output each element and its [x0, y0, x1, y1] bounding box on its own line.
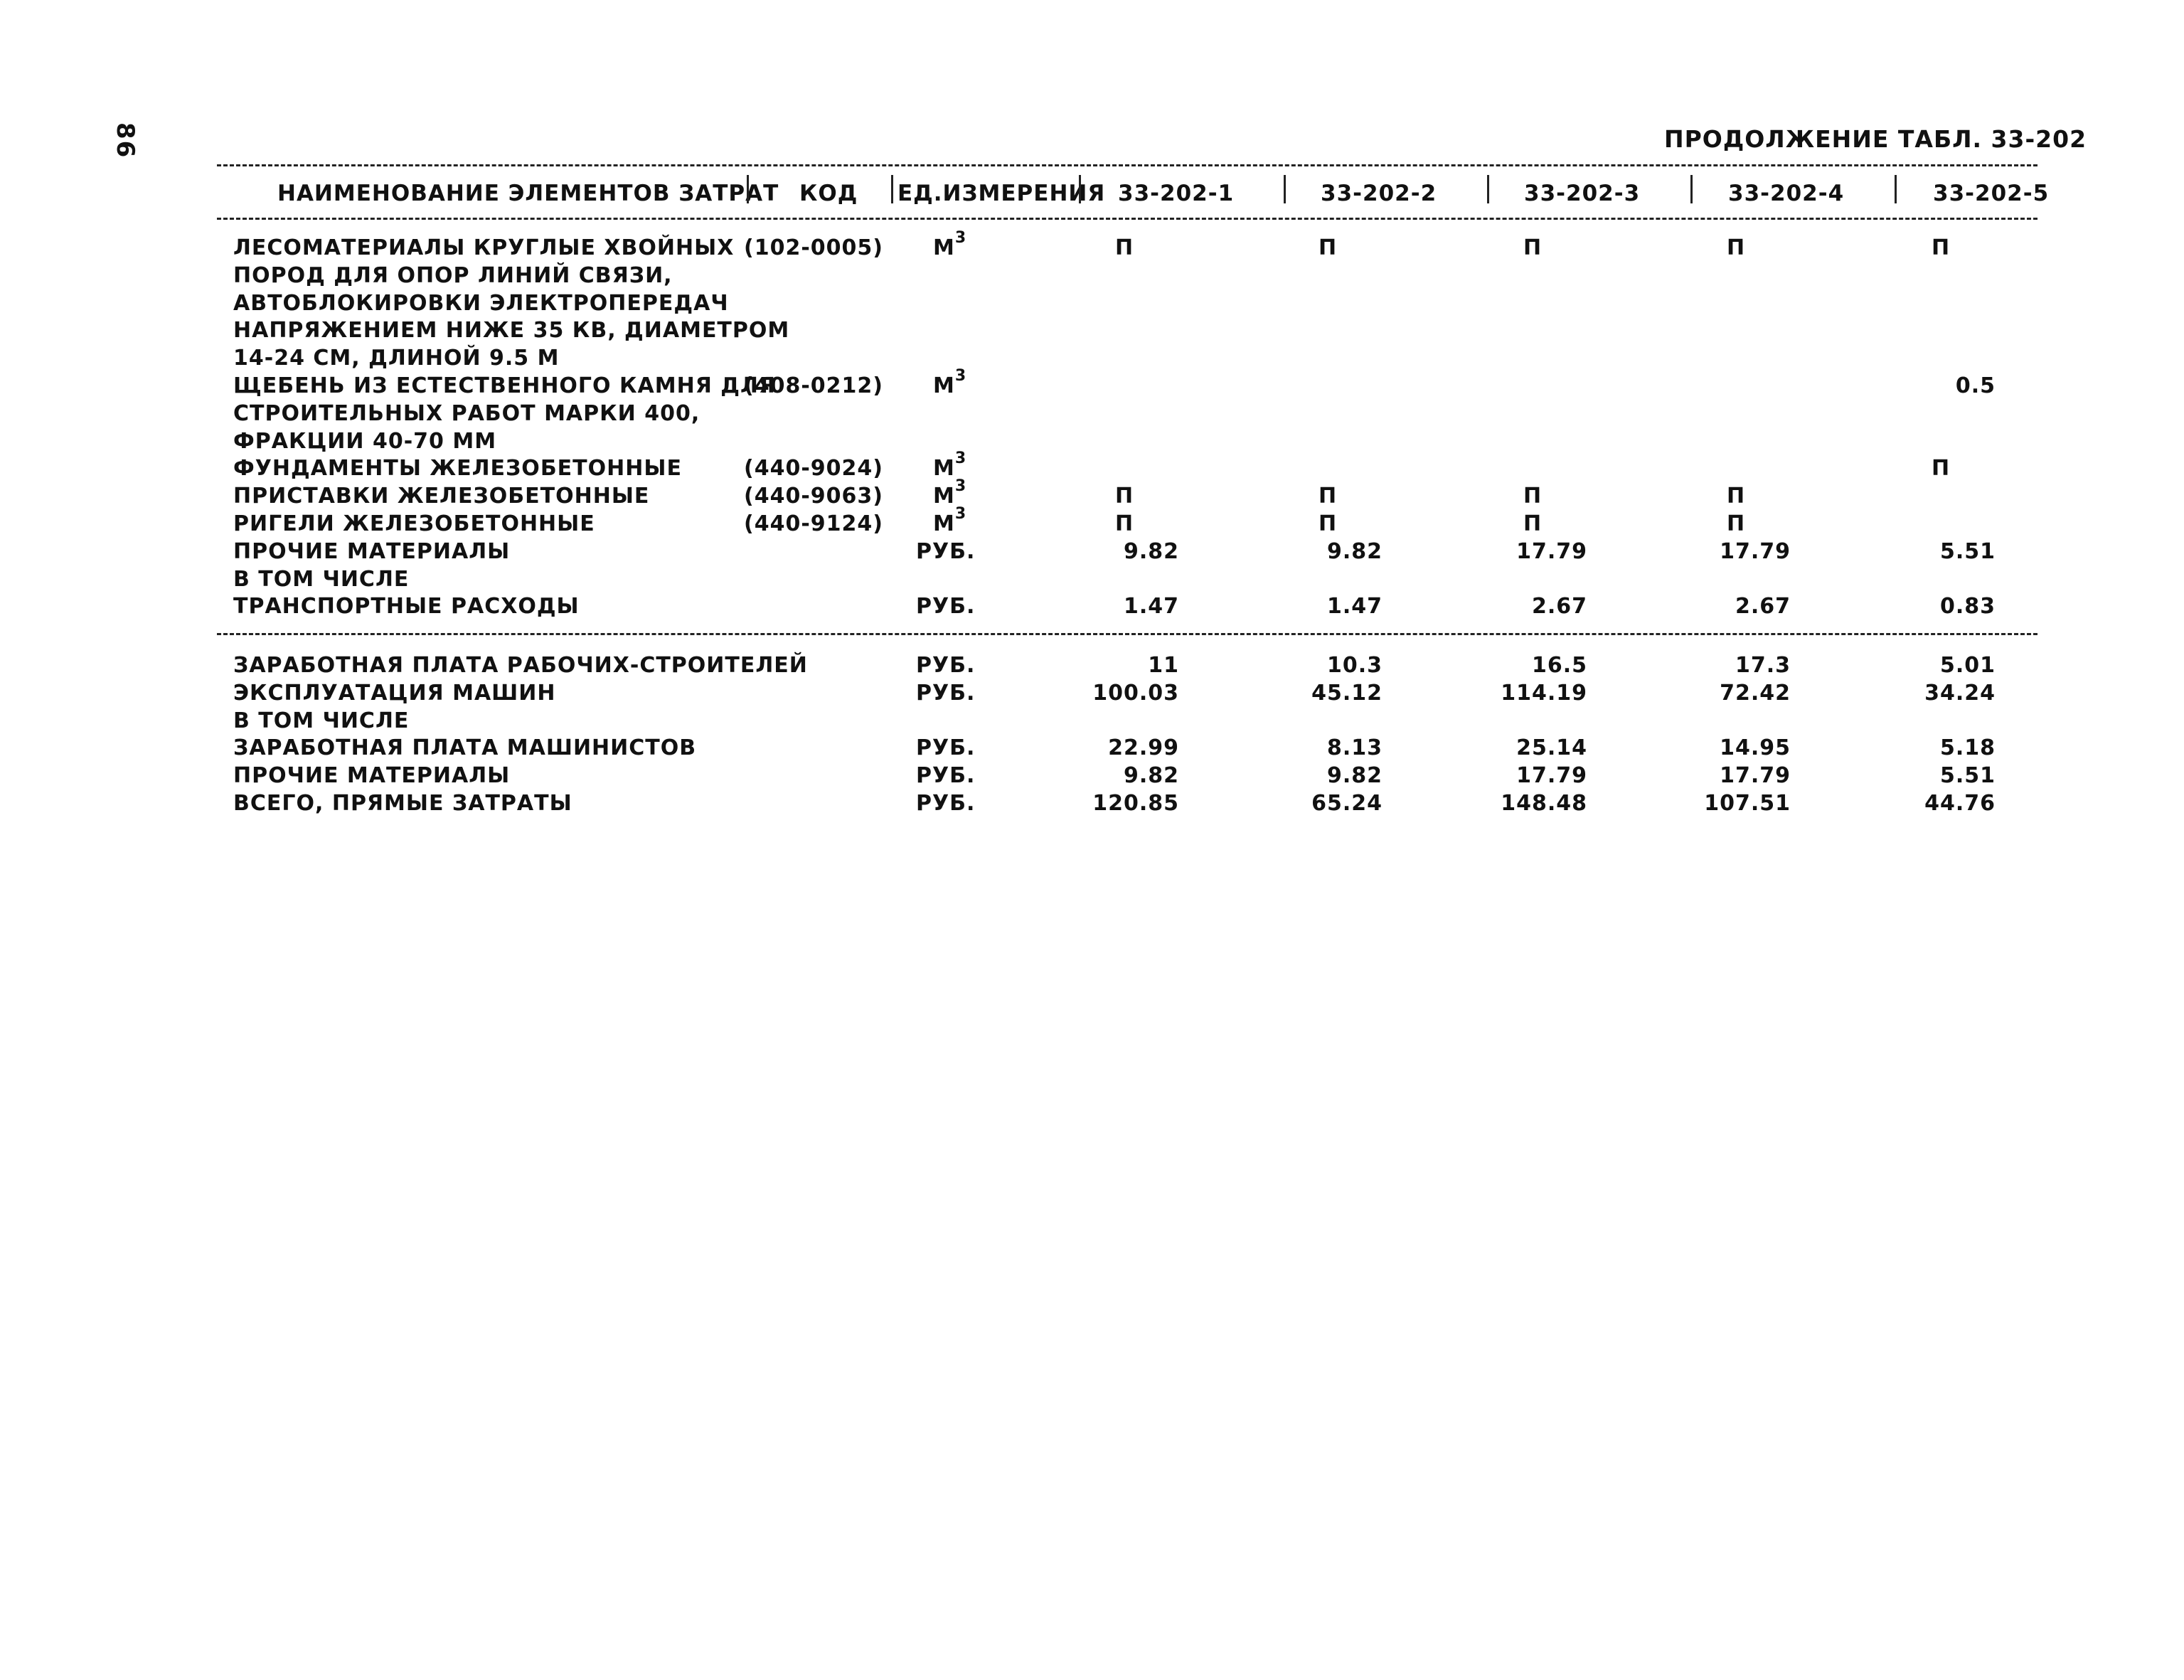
- summary-value-col-4: 107.51: [1704, 791, 1791, 816]
- material-name-line: АВТОБЛОКИРОВКИ ЭЛЕКТРОПЕРЕДАЧ: [233, 290, 729, 316]
- summary-unit: РУБ.: [916, 791, 976, 816]
- material-value-col-3: 2.67: [1531, 594, 1587, 620]
- material-name-line: В ТОМ ЧИСЛЕ: [233, 566, 410, 592]
- summary-unit: РУБ.: [916, 653, 976, 678]
- material-value-col-2: П: [1319, 511, 1338, 536]
- summary-value-col-2: 45.12: [1311, 680, 1383, 706]
- section-separator-rule: [217, 633, 2037, 635]
- material-name-line: ФУНДАМЕНТЫ ЖЕЛЕЗОБЕТОННЫЕ: [233, 456, 682, 482]
- material-code: (440-9063): [744, 484, 883, 509]
- material-name-line: 14-24 СМ, ДЛИНОЙ 9.5 М: [233, 346, 560, 371]
- summary-name: В ТОМ ЧИСЛЕ: [233, 708, 410, 733]
- material-value-col-1: 1.47: [1123, 594, 1179, 620]
- header-separator: [1284, 175, 1286, 203]
- header-col-2: 33-202-2: [1321, 181, 1437, 206]
- summary-value-col-3: 17.79: [1516, 763, 1587, 789]
- summary-value-col-1: 22.99: [1108, 735, 1179, 761]
- unit-base: М: [933, 235, 955, 260]
- material-value-col-5: П: [1932, 456, 1951, 482]
- summary-value-col-5: 34.24: [1924, 680, 1996, 706]
- header-unit: ЕД.ИЗМЕРЕНИЯ: [897, 181, 1106, 206]
- summary-value-col-4: 14.95: [1720, 735, 1791, 761]
- unit-cubic-meter: [933, 505, 967, 538]
- summary-value-col-2: 10.3: [1326, 653, 1383, 678]
- summary-value-col-5: 5.01: [1939, 653, 1996, 678]
- summary-value-col-2: 9.82: [1326, 763, 1383, 789]
- material-name-line: НАПРЯЖЕНИЕМ НИЖЕ 35 КВ, ДИАМЕТРОМ: [233, 318, 790, 344]
- unit-exponent: 3: [954, 477, 967, 496]
- summary-value-col-1: 9.82: [1123, 763, 1179, 789]
- material-value-col-1: П: [1115, 235, 1134, 260]
- unit-cubic-meter: [933, 229, 967, 262]
- summary-value-col-3: 16.5: [1531, 653, 1587, 678]
- header-col-5: 33-202-5: [1933, 181, 2050, 206]
- summary-name: ПРОЧИЕ МАТЕРИАЛЫ: [233, 763, 511, 789]
- material-value-col-3: П: [1523, 235, 1543, 260]
- summary-value-col-5: 44.76: [1924, 791, 1996, 816]
- material-value-col-1: 9.82: [1123, 538, 1179, 564]
- material-value-col-1: П: [1115, 484, 1134, 509]
- header-separator: [1487, 175, 1489, 203]
- material-name-line: ПОРОД ДЛЯ ОПОР ЛИНИЙ СВЯЗИ,: [233, 262, 673, 288]
- header-separator: [1690, 175, 1693, 203]
- material-code: (440-9024): [744, 456, 883, 482]
- material-code: (102-0005): [744, 235, 883, 260]
- header-col-1: 33-202-1: [1118, 181, 1235, 206]
- summary-value-col-4: 72.42: [1720, 680, 1791, 706]
- material-name-line: ФРАКЦИИ 40-70 ММ: [233, 428, 497, 454]
- material-name-line: ЛЕСОМАТЕРИАЛЫ КРУГЛЫЕ ХВОЙНЫХ: [233, 235, 735, 260]
- unit-base: М: [933, 456, 955, 482]
- unit-exponent: 3: [954, 229, 967, 247]
- material-value-col-4: П: [1727, 511, 1746, 536]
- header-top-rule: [217, 164, 2037, 166]
- header-col-4: 33-202-4: [1728, 181, 1845, 206]
- material-code: (440-9124): [744, 511, 883, 536]
- material-name-line: СТРОИТЕЛЬНЫХ РАБОТ МАРКИ 400,: [233, 400, 701, 426]
- unit-cubic-meter: [933, 367, 967, 400]
- summary-unit: РУБ.: [916, 763, 976, 789]
- header-bottom-rule: [217, 218, 2037, 220]
- summary-value-col-3: 25.14: [1516, 735, 1587, 761]
- summary-name: ВСЕГО, ПРЯМЫЕ ЗАТРАТЫ: [233, 791, 572, 816]
- material-value-col-3: П: [1523, 484, 1543, 509]
- summary-value-col-1: 100.03: [1092, 680, 1179, 706]
- material-value-col-2: П: [1319, 235, 1338, 260]
- summary-value-col-3: 114.19: [1501, 680, 1587, 706]
- summary-value-col-2: 8.13: [1326, 735, 1383, 761]
- unit-exponent: 3: [954, 505, 967, 523]
- header-separator: [891, 175, 893, 203]
- summary-name: ЭКСПЛУАТАЦИЯ МАШИН: [233, 680, 556, 706]
- unit-exponent: 3: [954, 367, 967, 385]
- header-name: НАИМЕНОВАНИЕ ЭЛЕМЕНТОВ ЗАТРАТ: [277, 181, 779, 206]
- summary-value-col-3: 148.48: [1501, 791, 1587, 816]
- material-value-col-5: 0.83: [1939, 594, 1996, 620]
- summary-unit: РУБ.: [916, 680, 976, 706]
- unit-base: М: [933, 373, 955, 398]
- material-value-col-4: П: [1727, 235, 1746, 260]
- header-separator: [747, 175, 749, 203]
- material-unit: РУБ.: [916, 538, 976, 564]
- page-number: 86: [111, 122, 139, 159]
- material-value-col-3: П: [1523, 511, 1543, 536]
- material-value-col-3: 17.79: [1516, 538, 1587, 564]
- material-value-col-4: П: [1727, 484, 1746, 509]
- summary-value-col-5: 5.18: [1939, 735, 1996, 761]
- summary-value-col-2: 65.24: [1311, 791, 1383, 816]
- material-value-col-1: П: [1115, 511, 1134, 536]
- material-name-line: РИГЕЛИ ЖЕЛЕЗОБЕТОННЫЕ: [233, 511, 595, 536]
- material-value-col-4: 17.79: [1720, 538, 1791, 564]
- material-name-line: ЩЕБЕНЬ ИЗ ЕСТЕСТВЕННОГО КАМНЯ ДЛЯ: [233, 373, 776, 398]
- material-value-col-2: П: [1319, 484, 1338, 509]
- header-code: КОД: [799, 181, 858, 206]
- summary-name: ЗАРАБОТНАЯ ПЛАТА РАБОЧИХ-СТРОИТЕЛЕЙ: [233, 653, 808, 678]
- material-value-col-5: 0.5: [1955, 373, 1996, 398]
- material-value-col-5: П: [1932, 235, 1951, 260]
- summary-value-col-5: 5.51: [1939, 763, 1996, 789]
- material-name-line: ПРОЧИЕ МАТЕРИАЛЫ: [233, 538, 511, 564]
- header-separator: [1079, 175, 1081, 203]
- material-value-col-2: 1.47: [1326, 594, 1383, 620]
- material-name-line: ТРАНСПОРТНЫЕ РАСХОДЫ: [233, 594, 580, 620]
- material-unit: РУБ.: [916, 594, 976, 620]
- unit-exponent: 3: [954, 450, 967, 468]
- unit-base: М: [933, 484, 955, 509]
- summary-value-col-1: 11: [1148, 653, 1179, 678]
- summary-value-col-1: 120.85: [1092, 791, 1179, 816]
- header-col-3: 33-202-3: [1524, 181, 1641, 206]
- summary-unit: РУБ.: [916, 735, 976, 761]
- header-separator: [1895, 175, 1897, 203]
- material-value-col-5: 5.51: [1939, 538, 1996, 564]
- material-value-col-4: 2.67: [1735, 594, 1791, 620]
- summary-name: ЗАРАБОТНАЯ ПЛАТА МАШИНИСТОВ: [233, 735, 697, 761]
- material-name-line: ПРИСТАВКИ ЖЕЛЕЗОБЕТОННЫЕ: [233, 484, 650, 509]
- summary-value-col-4: 17.79: [1720, 763, 1791, 789]
- material-code: (408-0212): [744, 373, 883, 398]
- material-value-col-2: 9.82: [1326, 538, 1383, 564]
- unit-base: М: [933, 511, 955, 536]
- table-continuation-title: ПРОДОЛЖЕНИЕ ТАБЛ. 33-202: [1664, 125, 2087, 153]
- summary-value-col-4: 17.3: [1735, 653, 1791, 678]
